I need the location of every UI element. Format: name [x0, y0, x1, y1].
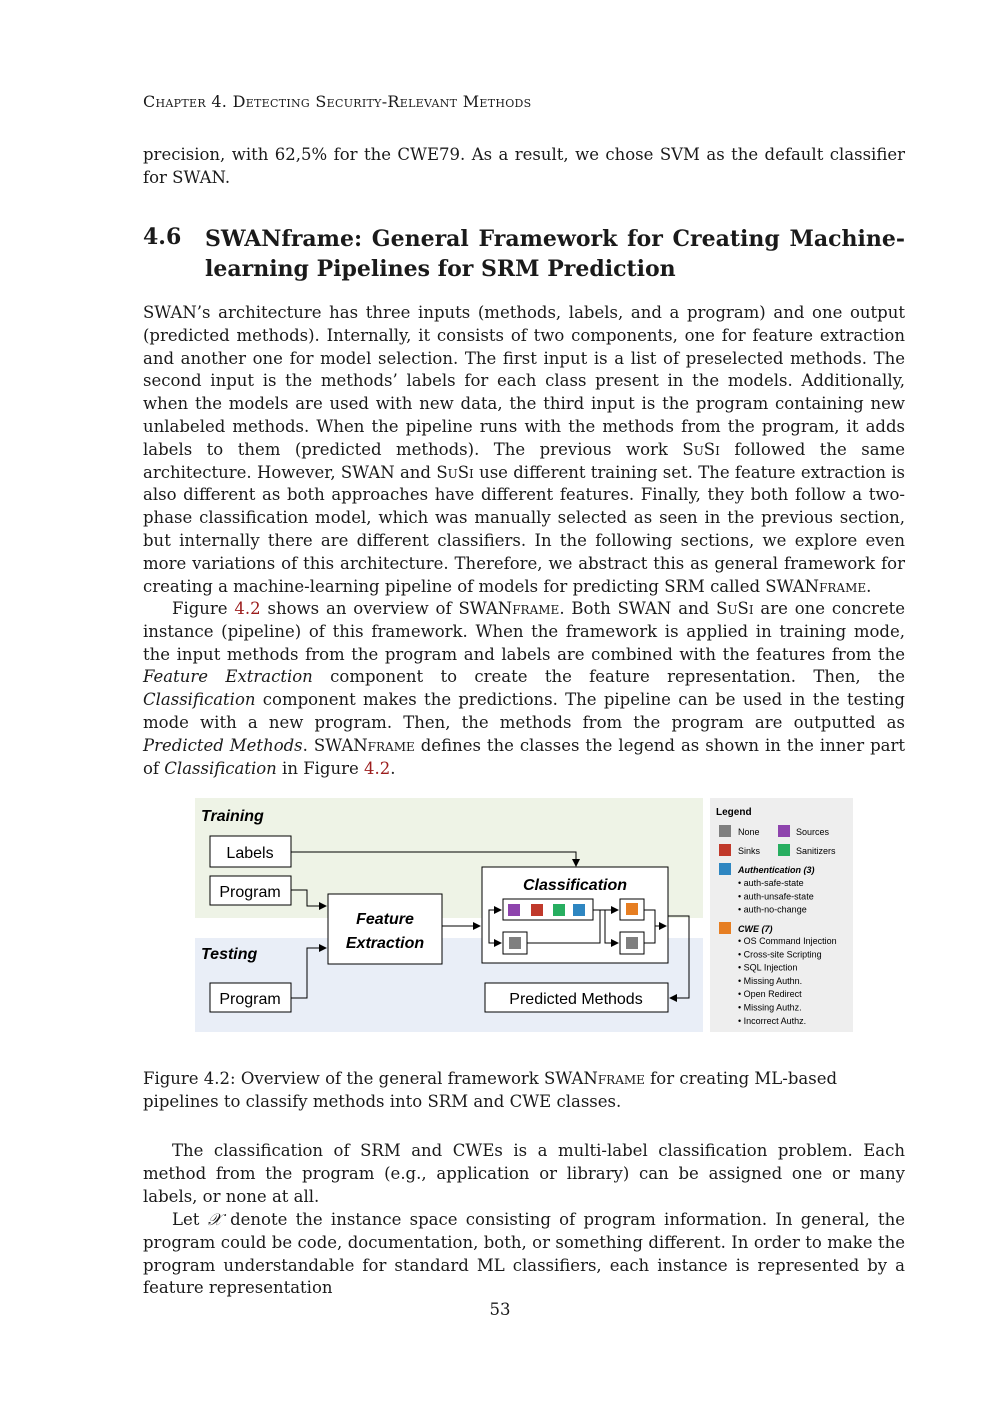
auth-items-list	[738, 878, 814, 915]
svg-text:Sources: Sources	[796, 827, 830, 837]
legend-item: • auth-no-change	[738, 904, 807, 915]
cwe-square	[626, 903, 638, 915]
legend-item: • OS Command Injection	[738, 936, 837, 946]
susi-name: SuSi	[682, 439, 720, 459]
labels-box-text: Labels	[226, 845, 274, 862]
svg-text:Sinks: Sinks	[738, 846, 761, 856]
testing-label: Testing	[201, 946, 258, 963]
page-number: 53	[489, 1300, 511, 1319]
intro-paragraph: precision, with 62,5% for the CWE79. As a result, we chose SVM as the default classifier for SWAN.	[143, 145, 905, 187]
sinks-square	[531, 904, 543, 916]
swanframe-name: SWANframe	[765, 576, 867, 596]
sanitizers-square	[553, 904, 565, 916]
svg-text:Extraction: Extraction	[345, 935, 425, 952]
predicted-methods-text: Predicted Methods	[509, 991, 643, 1008]
program-box-text: Program	[219, 884, 281, 901]
svg-text:Authentication (3): Authentication (3)	[738, 865, 815, 875]
sources-square	[508, 904, 520, 916]
paragraph-architecture: SWAN’s architecture has three inputs (methods, labels, and a program) and one output (predicted methods). Internally, it consists of two components, one for feature extraction and another one for model selection. The first input is a list of preselected methods. The second input is the methods’ labels for each class present in the models. Additionally, when the models are used with new data, the third input is the program containing new unlabeled methods. When the pipeline runs with the methods from the program, it adds labels to them (predicted methods). The previous work SuSi followed the same architecture. However, SWAN and SuSi use different training set. The feature extraction is also different as both approaches have different features. Finally, they both follow a two-phase classification model, which was manually selected as seen in the previous section, but internally there are different classifiers. In the following sections, we explore even more variations of this architecture. Therefore, we abstract this as general framework for creating a machine-learning pipeline of models for predicting SRM called SWANframe.	[143, 303, 906, 596]
figure-caption: Figure 4.2: Overview of the general framework SWANframe for creating ML-based pipelines to classify methods into SRM and CWE classes.	[143, 1069, 838, 1111]
authentication-square	[573, 904, 585, 916]
svg-text:CWE (7): CWE (7)	[738, 924, 773, 934]
svg-text:None: None	[738, 827, 760, 837]
none-square	[509, 937, 521, 949]
feature-extraction-box	[328, 894, 442, 964]
classification-title: Classification	[522, 877, 628, 894]
susi-name: SuSi	[436, 462, 474, 482]
framework-diagram	[195, 798, 855, 1034]
svg-text:Sanitizers: Sanitizers	[796, 846, 836, 856]
legend-title: Legend	[716, 807, 752, 818]
legend-item: • Missing Authn.	[738, 975, 803, 986]
legend-item: • SQL Injection	[738, 962, 798, 973]
training-label: Training	[201, 808, 264, 825]
figure-ref-link[interactable]: 4.2	[364, 758, 391, 778]
legend-item: • Missing Authz.	[738, 1002, 802, 1013]
legend-item: • Cross-site Scripting	[738, 949, 822, 960]
running-header: Chapter 4. Detecting Security-Relevant Methods	[143, 92, 532, 111]
figure-ref-link[interactable]: 4.2	[234, 599, 261, 618]
legend-item: • Open Redirect	[738, 989, 802, 1000]
section-number: 4.6	[143, 224, 182, 250]
svg-text:Feature: Feature	[356, 911, 414, 928]
section-title: SWANframe: General Framework for Creating Machine-learning Pipelines for SRM Prediction	[205, 226, 905, 282]
legend-item: • auth-unsafe-state	[738, 891, 814, 902]
legend-item: • auth-safe-state	[738, 878, 804, 888]
legend-item: • Incorrect Authz.	[738, 1015, 807, 1026]
none-square	[626, 937, 638, 949]
paragraph-instance-space: Let 𝒳 denote the instance space consisting of program information. In general, the program could be code, documentation, both, or something different. In order to make the program understandable for standard ML classifiers, each instance is represented by a feature representation	[143, 1210, 905, 1298]
program-box-text: Program	[219, 991, 281, 1008]
paragraph-multilabel: The classification of SRM and CWEs is a multi-label classification problem. Each method from the program (e.g., application or library) can be assigned one or many labels, or none at all.	[143, 1141, 905, 1206]
paragraph-overview: Figure 4.2 shows an overview of SWANframe. Both SWAN and SuSi are one concrete instance (pipeline) of this framework. When the framework is applied in training mode, the input methods from the program and labels are combined with the features from the Feature Extraction component to create the feature representation. Then, the Classification component makes the predictions. The pipeline can be used in the testing mode with a new program. Then, the methods from the program are outputted as Predicted Methods. SWANframe defines the classes the legend as shown in the inner part of Classification in Figure 4.2.	[143, 599, 906, 778]
